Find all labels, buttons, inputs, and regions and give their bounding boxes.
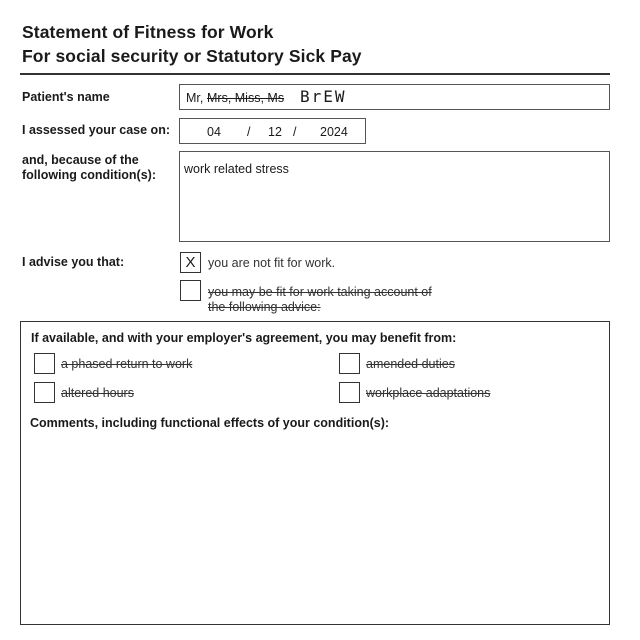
patient-name-field[interactable] (179, 84, 610, 110)
title-struck-options: Mrs, Miss, Ms (207, 91, 285, 105)
form-subtitle: For social security or Statutory Sick Pay (22, 46, 362, 66)
phased-return-checkbox[interactable] (34, 353, 55, 374)
not-fit-label: you are not fit for work. (208, 256, 336, 270)
may-be-fit-label-line2: the following advice: (208, 300, 321, 314)
may-be-fit-label-line1: you may be fit for work taking account of (208, 285, 432, 299)
date-month: 12 (268, 125, 282, 139)
workplace-adaptations-label: workplace adaptations (366, 386, 491, 400)
benefits-heading: If available, and with your employer's agreement, you may benefit from: (31, 331, 457, 345)
date-separator: / (247, 125, 251, 139)
form-title: Statement of Fitness for Work (22, 22, 274, 42)
title-prefix: Mr, (186, 91, 204, 105)
altered-hours-checkbox[interactable] (34, 382, 55, 403)
comments-field[interactable] (30, 440, 600, 610)
comments-heading: Comments, including functional effects of your condition(s): (30, 416, 390, 430)
phased-return-label: a phased return to work (61, 357, 193, 371)
workplace-adaptations-checkbox[interactable] (339, 382, 360, 403)
assessment-date-label: I assessed your case on: (22, 123, 170, 137)
header-divider (20, 73, 610, 75)
assessment-date-field[interactable] (179, 118, 366, 144)
amended-duties-label: amended duties (366, 357, 455, 371)
patient-name-label: Patient's name (22, 90, 110, 104)
employer-advice-section (20, 321, 610, 625)
condition-label-line1: and, because of the (22, 153, 139, 167)
not-fit-checkbox[interactable]: X (180, 252, 201, 273)
may-be-fit-checkbox[interactable] (180, 280, 201, 301)
patient-name-value: BrEW (300, 87, 347, 106)
amended-duties-checkbox[interactable] (339, 353, 360, 374)
condition-label-line2: following condition(s): (22, 168, 156, 182)
date-separator: / (293, 125, 297, 139)
condition-field[interactable] (179, 151, 610, 242)
advice-label: I advise you that: (22, 255, 125, 269)
condition-value: work related stress (184, 162, 289, 176)
date-day: 04 (207, 125, 221, 139)
altered-hours-label: altered hours (61, 386, 134, 400)
date-year: 2024 (320, 125, 348, 139)
